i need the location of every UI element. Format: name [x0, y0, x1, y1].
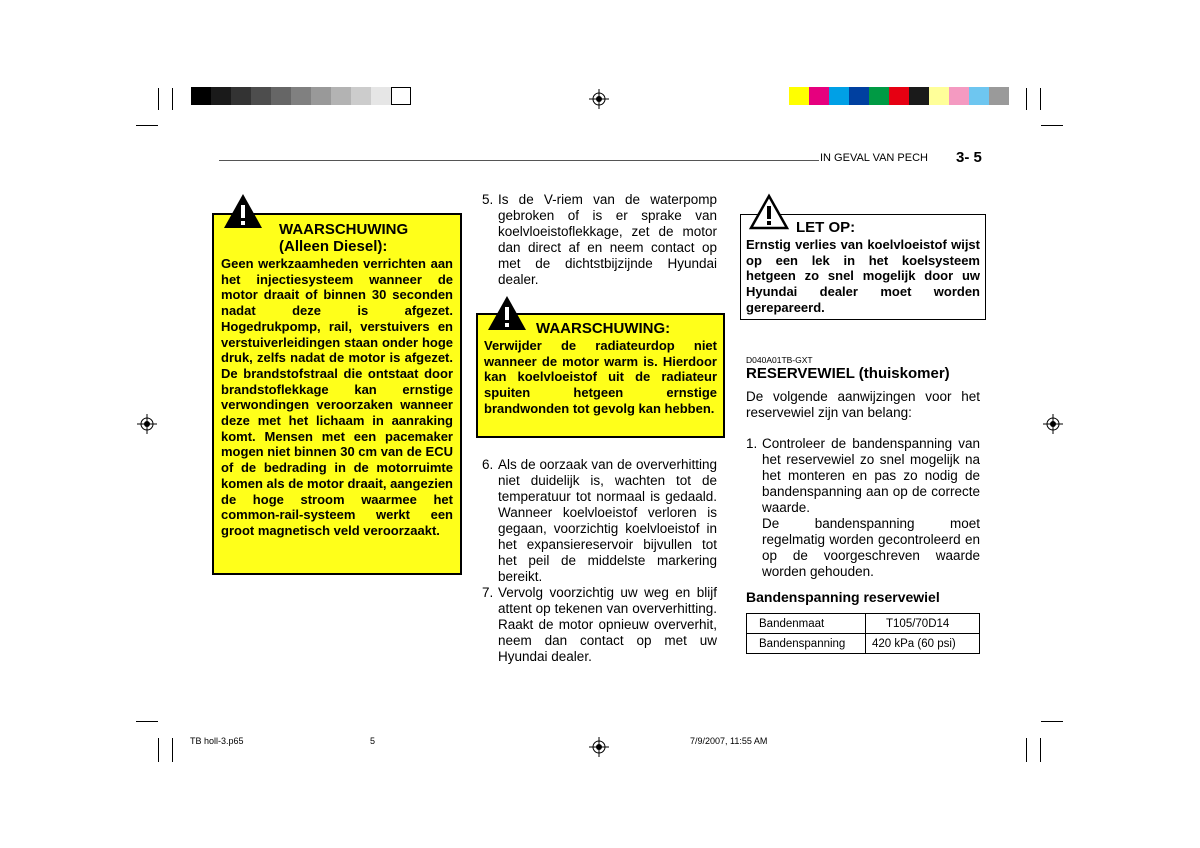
crop-mark: [1041, 125, 1063, 126]
color-swatch: [949, 87, 969, 105]
crop-mark: [1040, 738, 1041, 762]
list-item: 6. Als de oorzaak van de oververhitting niet duidelijk is, wachten tot de temperatuur tot normaal is gedaald. Wanneer koelvloeistof verloren is gegaan, voorzichtig koelvloeistof in het expansiereservoir bijvullen tot het peil de middelste markering bereikt.: [482, 457, 717, 584]
color-swatch: [809, 87, 829, 105]
right-list: [746, 436, 980, 580]
crop-mark: [158, 88, 159, 110]
warning-subtitle: (Alleen Diesel):: [279, 238, 388, 255]
color-swatch: [271, 87, 291, 105]
color-swatch: [251, 87, 271, 105]
section-heading: RESERVEWIEL (thuiskomer): [746, 365, 950, 382]
warning-box-diesel: [212, 213, 462, 575]
warning-title: WAARSCHUWING:: [536, 320, 671, 337]
crop-mark: [158, 738, 159, 762]
color-swatch: [231, 87, 251, 105]
registration-mark-icon: [589, 737, 609, 757]
header-rule: [219, 160, 819, 161]
table-row: [747, 614, 980, 634]
caution-title: LET OP:: [796, 219, 856, 236]
footer-date: 7/9/2007, 11:55 AM: [690, 736, 768, 746]
crop-mark: [136, 721, 158, 722]
footer-page: 5: [370, 736, 376, 746]
color-swatch: [311, 87, 331, 105]
table-row: [747, 634, 980, 654]
section-title: IN GEVAL VAN PECH: [820, 152, 928, 164]
warning-body: Geen werkzaamheden verrichten aan het injectiesysteem wanneer de motor draait of binnen 30 seconden nadat deze is afgezet. Hogedrukpomp, rail, verstuivers en verstuiverleidingen staan onder hoge druk, zelfs nadat de motor is afgezet. De brandstofstraal die ontstaat door brandstoflekkage kan ernstige verwondingen veroorzaken wanneer deze met het lichaam in aanraking komt. Mensen met een pacemaker mogen niet binnen 30 cm van de ECU of de bedrading in de motorruimte komen als de motor draait, aangezien de hoge stroom waarmee het common-rail-systeem werkt een groot magnetisch veld veroorzaakt.: [221, 256, 453, 538]
color-swatch: [211, 87, 231, 105]
warning-title: WAARSCHUWING: [279, 221, 409, 238]
section-code: D040A01TB-GXT: [746, 355, 813, 365]
table-cell-label: Bandenmaat: [747, 614, 866, 634]
color-swatch: [909, 87, 929, 105]
table-cell-label: Bandenspanning: [747, 634, 866, 654]
warning-body: Verwijder de radiateurdop niet wanneer de motor warm is. Hierdoor kan koelvloeistof uit de radiateur spuiten hetgeen ernstige brandwonden tot gevolg kan hebben.: [484, 338, 717, 416]
warning-triangle-icon: [748, 193, 790, 231]
color-swatch: [889, 87, 909, 105]
color-swatch: [191, 87, 211, 105]
tire-pressure-table: [746, 613, 980, 654]
registration-mark-icon: [589, 89, 609, 109]
registration-mark-icon: [1043, 414, 1063, 434]
color-swatch: [969, 87, 989, 105]
color-swatch: [929, 87, 949, 105]
color-swatch: [869, 87, 889, 105]
crop-mark: [1026, 738, 1027, 762]
color-swatch: [331, 87, 351, 105]
warning-triangle-icon: [222, 192, 264, 230]
color-swatch: [789, 87, 809, 105]
color-swatch: [371, 87, 391, 105]
crop-mark: [172, 88, 173, 110]
crop-mark: [1041, 721, 1063, 722]
color-swatch: [829, 87, 849, 105]
list-item: 7. Vervolg voorzichtig uw weg en blijf attent op tekenen van oververhitting. Raakt de motor opnieuw oververhit, neem dan contact op met uw Hyundai dealer.: [482, 585, 717, 664]
section-intro: De volgende aanwijzingen voor het reservewiel zijn van belang:: [746, 389, 980, 420]
caution-body: Ernstig verlies van koelvloeistof wijst op een lek in het koelsysteem hetgeen zo snel mogelijk door uw Hyundai dealer moet worden gerepareerd.: [746, 237, 980, 315]
list-item: 1. Controleer de bandenspanning van het reservewiel zo snel mogelijk na het monteren en pas zo nodig de bandenspanning aan op de correcte waarde. De bandenspanning moet regelmatig worden gecontroleerd en op de voorgeschreven waarde worden gehouden.: [746, 436, 980, 579]
color-swatch: [291, 87, 311, 105]
table-cell-value: T105/70D14: [866, 614, 980, 634]
crop-mark: [136, 125, 158, 126]
crop-mark: [1040, 88, 1041, 110]
footer-filename: TB holl-3.p65: [190, 736, 244, 746]
middle-column: [482, 192, 717, 288]
crop-mark: [1026, 88, 1027, 110]
registration-mark-icon: [137, 414, 157, 434]
table-cell-value: 420 kPa (60 psi): [866, 634, 980, 654]
color-swatch: [391, 87, 411, 105]
list-item: 5. Is de V-riem van de waterpomp gebroken of is er sprake van koelvloeistoflekkage, zet de motor dan direct af en neem contact op met de dichtstbijzijnde Hyundai dealer.: [482, 192, 717, 287]
warning-triangle-icon: [486, 294, 528, 332]
color-swatch: [351, 87, 371, 105]
middle-column-lower: [482, 457, 717, 665]
color-swatch: [849, 87, 869, 105]
crop-mark: [172, 738, 173, 762]
table-title: Bandenspanning reservewiel: [746, 589, 940, 605]
color-swatch: [989, 87, 1009, 105]
page-number: 3- 5: [956, 149, 982, 166]
